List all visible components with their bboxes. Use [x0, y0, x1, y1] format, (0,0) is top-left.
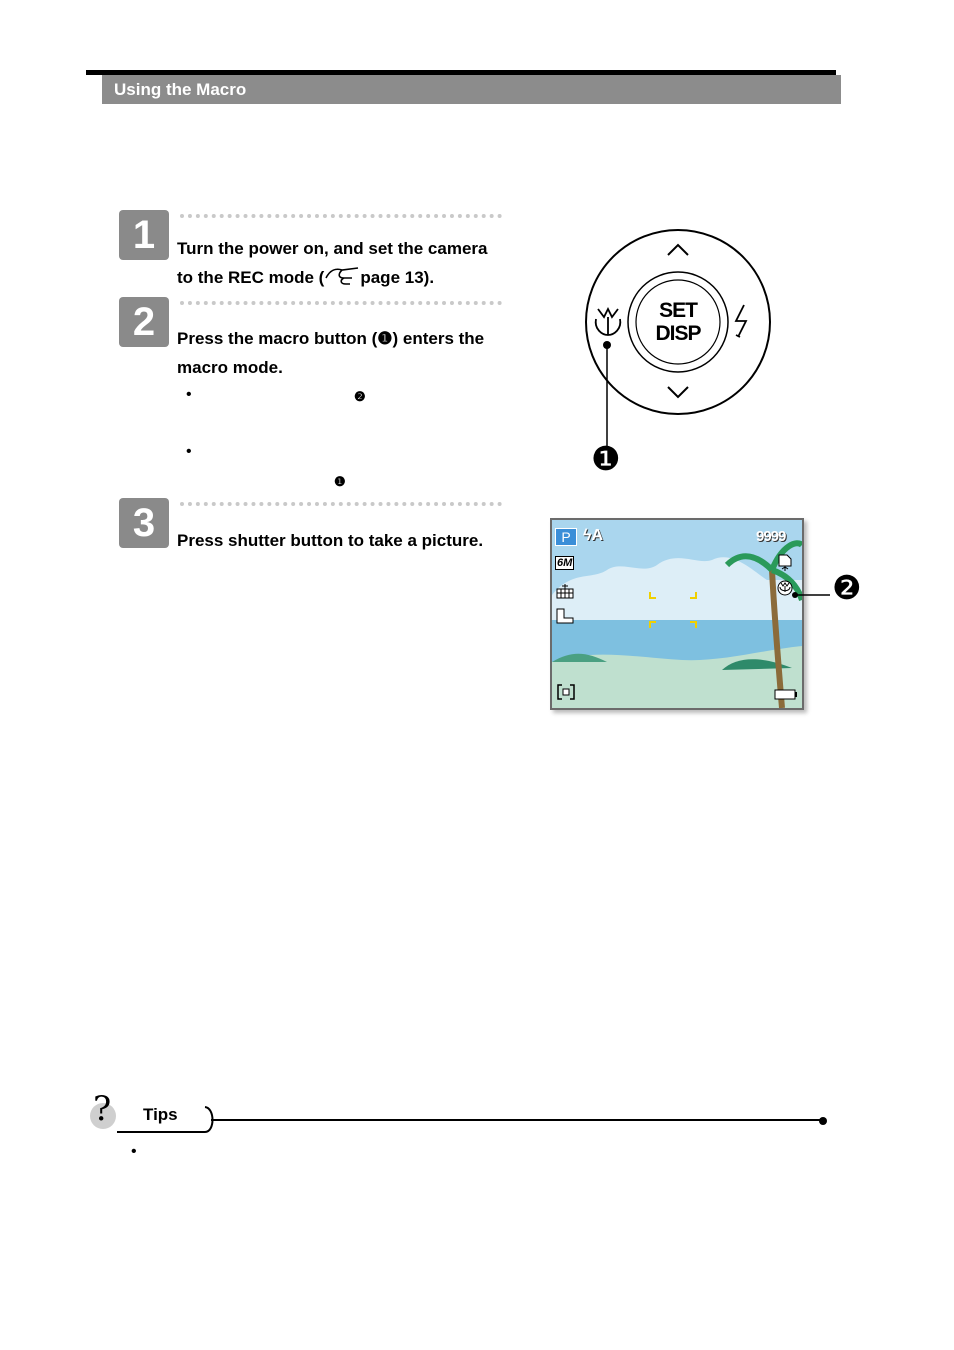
section-title: Using the Macro [114, 80, 247, 99]
battery-icon [774, 687, 796, 698]
image-size-icon [778, 554, 792, 570]
step-1-divider [180, 214, 502, 218]
tips-label: Tips [143, 1105, 178, 1124]
tips-bullet: • [131, 1143, 137, 1160]
mode-badge: P [555, 528, 577, 546]
step-2-text [177, 324, 537, 382]
disp-label: DISP [655, 322, 701, 345]
focus-area-icon [557, 684, 575, 700]
shots-remaining: 9999 [756, 528, 786, 545]
bullet-marker-1: • [186, 386, 192, 403]
flash-auto-icon: ϟA [583, 527, 604, 544]
question-glyph: ? [93, 1089, 112, 1129]
step-2-number: 2 [119, 297, 169, 347]
bullet-ref-2: ❷ [354, 389, 366, 404]
metering-icon [556, 608, 574, 624]
set-label: SET [659, 299, 697, 322]
lcd-screen [550, 518, 804, 710]
step-1-line-2: to the REC mode ( page 13). [177, 263, 537, 292]
step-1-text [177, 234, 537, 292]
control-dial-illustration [580, 225, 780, 485]
resolution-icon: 6M [557, 557, 573, 569]
tips-rule [117, 1104, 829, 1134]
step-3-divider [180, 502, 502, 506]
tips-question-icon [90, 1089, 116, 1131]
step-2-divider [180, 301, 502, 305]
step-2-line-2: macro mode. [177, 358, 283, 377]
callout-1: ❶ [591, 440, 621, 477]
quality-icon [556, 583, 574, 599]
dial-center-label [630, 299, 726, 345]
step-3-text [177, 526, 537, 555]
hand-pointer-icon [324, 264, 360, 284]
step-1-number: 1 [119, 210, 169, 260]
step-3-number: 3 [119, 498, 169, 548]
bullet-marker-2: • [186, 443, 192, 460]
step-2-line-1: Press the macro button (❶) enters the [177, 329, 485, 348]
bullet-ref-1: ❶ [334, 474, 346, 489]
step-1-line-1: Turn the power on, and set the camera [177, 239, 488, 258]
callout-2: ❷ [832, 569, 862, 606]
step-3-line-1: Press shutter button to take a picture. [177, 531, 484, 550]
callout-2-leader [790, 585, 830, 591]
